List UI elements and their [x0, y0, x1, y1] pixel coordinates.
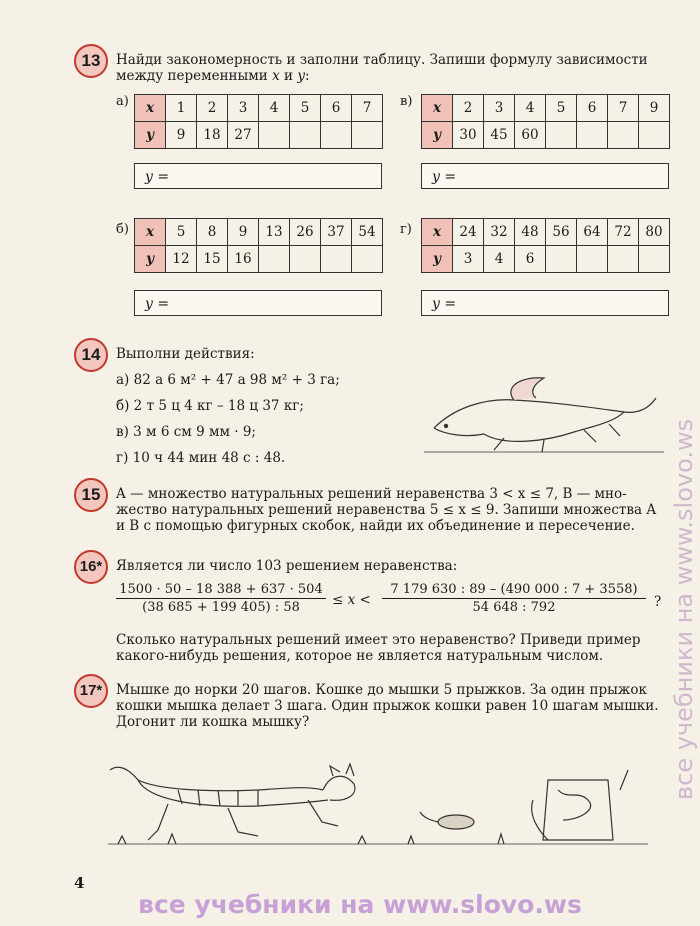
- task-17-line2: кошки мышка делает 3 шага. Один прыжок кошки равен 10 шагам мышки.: [116, 698, 659, 714]
- task-13-line1: Найди закономерность и заполни таблицу. Запиши формулу зависимости: [116, 52, 648, 68]
- cell: 30: [453, 122, 484, 149]
- cell[interactable]: [608, 122, 639, 149]
- cell: 15: [197, 246, 228, 273]
- table-a: [134, 94, 383, 149]
- cell: 64: [577, 219, 608, 246]
- cell: 56: [546, 219, 577, 246]
- x-head: x: [135, 95, 166, 122]
- task-17-line3: Догонит ли кошка мышку?: [116, 714, 310, 730]
- table-row: [422, 219, 670, 246]
- table-v-label: в): [400, 94, 413, 109]
- table-row: [135, 219, 383, 246]
- fraction-left: [116, 582, 326, 615]
- cell[interactable]: [352, 246, 383, 273]
- x-head: x: [422, 219, 453, 246]
- task-15-line3: и B с помощью фигурных скобок, найди их объединение и пересечение.: [116, 518, 635, 534]
- y-head: y: [135, 122, 166, 149]
- cell: 4: [515, 95, 546, 122]
- table-row: [135, 122, 383, 149]
- cell: 13: [259, 219, 290, 246]
- inequality-middle: ≤ x <: [332, 592, 371, 608]
- y-head: y: [422, 246, 453, 273]
- cell: 7: [608, 95, 639, 122]
- task-14-item-a: а) 82 а 6 м² + 47 а 98 м² + 3 га;: [116, 372, 340, 388]
- cell: 45: [484, 122, 515, 149]
- cell: 48: [515, 219, 546, 246]
- fraction-right: [382, 582, 646, 615]
- cell: 5: [546, 95, 577, 122]
- conj: и: [279, 68, 298, 84]
- cell[interactable]: [259, 122, 290, 149]
- table-row: [422, 95, 670, 122]
- x-head: x: [422, 95, 453, 122]
- x-head: x: [135, 219, 166, 246]
- task-16-line3: какого-нибудь решения, которое не является натуральным числом.: [116, 648, 604, 664]
- formula-b[interactable]: y =: [134, 290, 382, 316]
- table-a-label: а): [116, 94, 129, 109]
- cell: 72: [608, 219, 639, 246]
- y-head: y: [135, 246, 166, 273]
- table-g-label: г): [400, 222, 412, 237]
- cell: 3: [453, 246, 484, 273]
- task-14-item-b: б) 2 т 5 ц 4 кг – 18 ц 37 кг;: [116, 398, 304, 414]
- cell: 3: [228, 95, 259, 122]
- page-number: 4: [74, 874, 85, 892]
- watermark-vertical: все учебники на www.slovo.ws: [670, 418, 698, 800]
- table-b: [134, 218, 383, 273]
- fraction-right-denominator: 54 648 : 792: [472, 600, 556, 615]
- cell[interactable]: [577, 246, 608, 273]
- cell[interactable]: [608, 246, 639, 273]
- cell: 37: [321, 219, 352, 246]
- task-14-title: Выполни действия:: [116, 346, 255, 362]
- cell: 9: [228, 219, 259, 246]
- cell: 26: [290, 219, 321, 246]
- cell: 4: [259, 95, 290, 122]
- task-13-number: 13: [74, 44, 108, 78]
- var-y: y: [297, 68, 305, 84]
- cell[interactable]: [290, 246, 321, 273]
- task-14-number: 14: [74, 338, 108, 372]
- table-b-label: б): [116, 222, 129, 237]
- cell: 3: [484, 95, 515, 122]
- colon: :: [304, 68, 310, 84]
- fraction-right-numerator: 7 179 630 : 89 – (490 000 : 7 + 3558): [382, 582, 646, 599]
- formula-a[interactable]: y =: [134, 163, 382, 189]
- watermark-bottom: все учебники на www.slovo.ws: [138, 890, 582, 919]
- cell: 9: [166, 122, 197, 149]
- fraction-left-numerator: 1500 · 50 – 18 388 + 637 · 504: [116, 582, 326, 599]
- cell[interactable]: [577, 122, 608, 149]
- task-15-line2: жество натуральных решений неравенства 5 ≤ x ≤ 9. Запиши множества A: [116, 502, 657, 518]
- rat-illustration: [424, 368, 664, 458]
- table-row: [135, 246, 383, 273]
- cell: 2: [453, 95, 484, 122]
- task-13-line2: [116, 68, 310, 84]
- cell: 7: [352, 95, 383, 122]
- table-row: [135, 95, 383, 122]
- cell: 60: [515, 122, 546, 149]
- cell: 4: [484, 246, 515, 273]
- cell[interactable]: [321, 246, 352, 273]
- table-v: [421, 94, 670, 149]
- task-17-number: 17*: [74, 674, 108, 708]
- task-14-item-v: в) 3 м 6 см 9 мм · 9;: [116, 424, 256, 440]
- cell: 1: [166, 95, 197, 122]
- cell: 5: [290, 95, 321, 122]
- cell: 2: [197, 95, 228, 122]
- task-15-line1: A — множество натуральных решений неравенства 3 < x ≤ 7, B — мно-: [116, 486, 627, 502]
- fraction-left-denominator: (38 685 + 199 405) : 58: [142, 600, 300, 615]
- task-16-line2: Сколько натуральных решений имеет это неравенство? Приведи пример: [116, 632, 641, 648]
- cell[interactable]: [259, 246, 290, 273]
- cell[interactable]: [352, 122, 383, 149]
- cell: 6: [321, 95, 352, 122]
- cell[interactable]: [639, 122, 670, 149]
- question-mark: ?: [654, 594, 662, 610]
- cell[interactable]: [546, 122, 577, 149]
- cell: 9: [639, 95, 670, 122]
- var-x: x: [272, 68, 280, 84]
- cell: 16: [228, 246, 259, 273]
- cell[interactable]: [639, 246, 670, 273]
- table-row: [422, 246, 670, 273]
- cell: 54: [352, 219, 383, 246]
- cell: 80: [639, 219, 670, 246]
- y-head: y: [422, 122, 453, 149]
- formula-g[interactable]: y =: [421, 290, 669, 316]
- task-16-number: 16*: [74, 550, 108, 584]
- cell: 32: [484, 219, 515, 246]
- table-g: [421, 218, 670, 273]
- table-row: [422, 122, 670, 149]
- cell: 27: [228, 122, 259, 149]
- cell: 8: [197, 219, 228, 246]
- cell: 18: [197, 122, 228, 149]
- task-15-number: 15: [74, 478, 108, 512]
- task-13-line2-text: между переменными: [116, 68, 273, 84]
- cell: 6: [577, 95, 608, 122]
- cell: 12: [166, 246, 197, 273]
- cell: 24: [453, 219, 484, 246]
- cat-mouse-illustration: [108, 760, 648, 850]
- cell: 5: [166, 219, 197, 246]
- cell[interactable]: [290, 122, 321, 149]
- cell[interactable]: [546, 246, 577, 273]
- cell: 6: [515, 246, 546, 273]
- cell[interactable]: [321, 122, 352, 149]
- task-17-line1: Мышке до норки 20 шагов. Кошке до мышки 5 прыжков. За один прыжок: [116, 682, 647, 698]
- formula-v[interactable]: y =: [421, 163, 669, 189]
- task-16-line1: Является ли число 103 решением неравенства:: [116, 558, 458, 574]
- task-14-item-g: г) 10 ч 44 мин 48 с : 48.: [116, 450, 286, 466]
